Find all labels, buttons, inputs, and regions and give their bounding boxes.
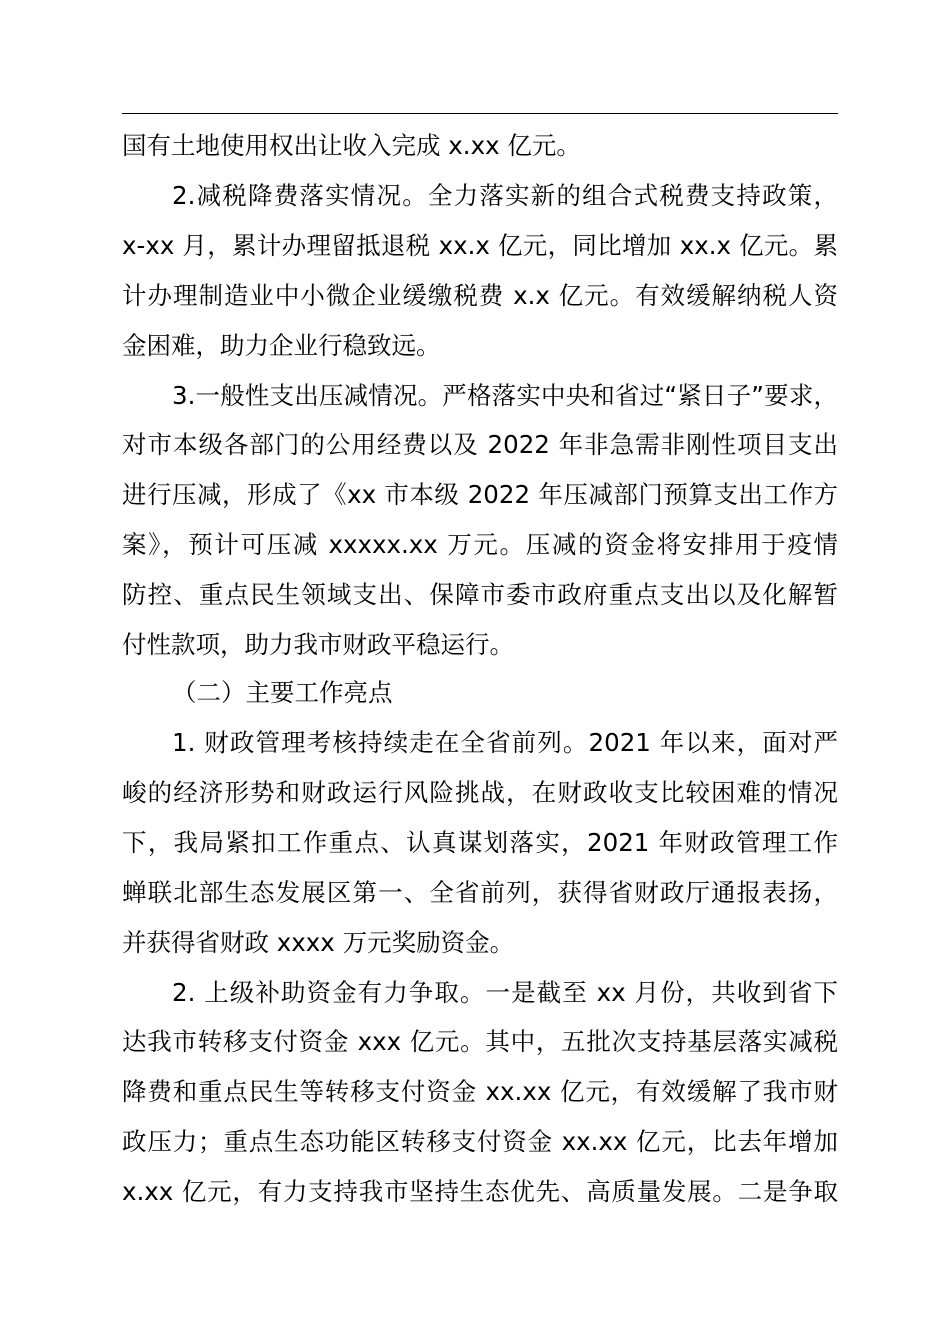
- section-heading: （二）主要工作亮点: [172, 678, 393, 707]
- text-line: 下，我局紧扣工作重点、认真谋划落实，2021 年财政管理工作: [122, 828, 838, 857]
- text-line: x.xx 亿元，有力支持我市坚持生态优先、高质量发展。二是争取: [122, 1177, 838, 1206]
- text-line: 计办理制造业中小微企业缓缴税费 x.x 亿元。有效缓解纳税人资: [122, 281, 838, 310]
- text-line: 并获得省财政 xxxx 万元奖励资金。: [122, 928, 515, 957]
- text-line: 达我市转移支付资金 xxx 亿元。其中，五批次支持基层落实减税: [122, 1027, 838, 1056]
- text-line: 国有土地使用权出让收入完成 x.xx 亿元。: [122, 131, 581, 160]
- paragraph-start-line: 1. 财政管理考核持续走在全省前列。2021 年以来，面对严: [172, 728, 838, 757]
- text-line: 对市本级各部门的公用经费以及 2022 年非急需非刚性项目支出: [122, 430, 838, 459]
- text-line: x-xx 月，累计办理留抵退税 xx.x 亿元，同比增加 xx.x 亿元。累: [122, 231, 838, 260]
- paragraph-start-line: 2. 上级补助资金有力争取。一是截至 xx 月份，共收到省下: [172, 978, 838, 1007]
- text-line: 降费和重点民生等转移支付资金 xx.xx 亿元，有效缓解了我市财: [122, 1077, 838, 1106]
- text-line: 案》，预计可压减 xxxxx.xx 万元。压减的资金将安排用于疫情: [122, 530, 838, 559]
- paragraph-start-line: 2.减税降费落实情况。全力落实新的组合式税费支持政策，: [172, 181, 838, 210]
- text-line: 防控、重点民生领域支出、保障市委市政府重点支出以及化解暂: [122, 580, 838, 609]
- text-line: 金困难，助力企业行稳致远。: [122, 331, 441, 360]
- paragraph-start-line: 3.一般性支出压减情况。严格落实中央和省过“紧日子”要求，: [172, 381, 838, 410]
- text-line: 峻的经济形势和财政运行风险挑战，在财政收支比较困难的情况: [122, 778, 838, 807]
- text-line: 政压力；重点生态功能区转移支付资金 xx.xx 亿元，比去年增加: [122, 1127, 838, 1156]
- text-line: 蝉联北部生态发展区第一、全省前列，获得省财政厅通报表扬，: [122, 878, 838, 907]
- text-line: 付性款项，助力我市财政平稳运行。: [122, 630, 514, 659]
- text-line: 进行压减，形成了《xx 市本级 2022 年压减部门预算支出工作方: [122, 480, 838, 509]
- header-rule: [122, 113, 838, 114]
